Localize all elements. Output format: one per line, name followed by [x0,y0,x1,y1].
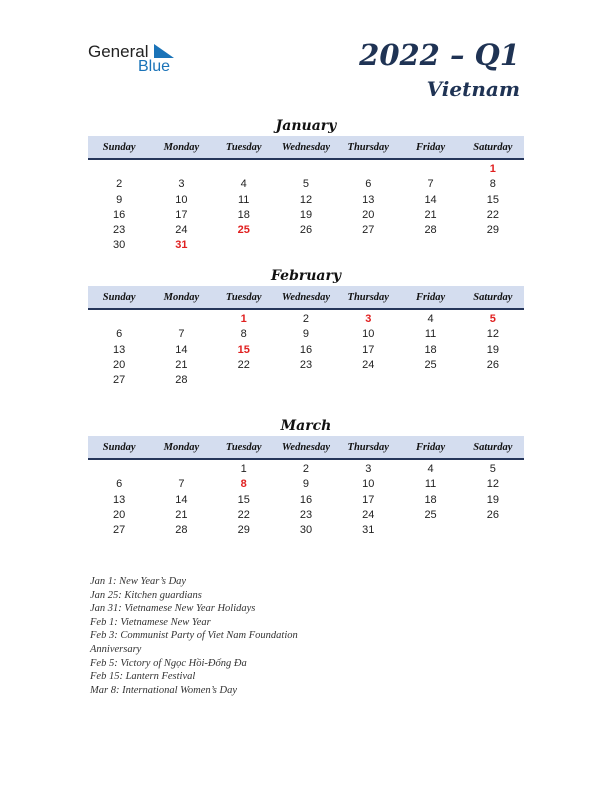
day-cell [88,162,150,177]
day-cell: 22 [237,508,250,521]
day-cell: 7 [178,328,185,341]
holiday-note: Feb 15: Lantern Festival [90,671,196,683]
day-cell: 21 [175,508,188,521]
day-cell: 25 [424,358,437,371]
weekday-label: Sunday [102,441,136,453]
day-cell: 8 [240,328,247,341]
day-cell: 25 [424,508,437,521]
day-cell: 17 [362,343,375,356]
month-calendar-february [88,267,524,388]
day-cell: 2 [116,178,123,191]
weekday-label: Friday [415,291,446,303]
day-cell: 20 [113,358,126,371]
day-cell: 4 [240,178,247,191]
day-cell: 27 [362,224,375,237]
day-grid [88,462,524,538]
day-cell [399,373,461,388]
holiday-note: Feb 1: Vietnamese New Year [90,616,211,628]
day-cell: 19 [299,208,313,221]
day-cell: 13 [113,343,126,356]
day-cell: 1 [489,163,496,175]
day-cell: 7 [178,478,185,491]
month-calendar-january [88,117,524,254]
day-cell [88,462,150,477]
day-cell [337,162,399,177]
day-cell: 28 [175,374,188,387]
day-cell: 21 [175,358,188,371]
country-name: Vietnam [426,77,520,101]
day-cell [337,373,399,388]
day-cell [213,238,275,253]
day-cell: 26 [486,508,499,521]
weekday-header [88,136,524,160]
day-cell: 16 [113,208,126,221]
weekday-label: Tuesday [225,141,262,153]
holiday-note: Jan 31: Vietnamese New Year Holidays [90,603,256,615]
day-cell: 29 [237,524,250,537]
day-cell: 1 [240,463,247,475]
day-cell: 10 [362,478,375,491]
day-cell: 17 [175,208,188,221]
holiday-note: Anniversary [90,643,142,655]
day-cell: 23 [299,508,313,521]
day-cell: 23 [299,358,313,371]
day-cell: 16 [299,343,313,356]
day-cell [399,162,461,177]
page-title: 2022 – Q1 [359,38,520,72]
day-cell: 27 [113,524,126,537]
holiday-note: Mar 8: International Women’s Day [90,684,237,696]
day-cell: 9 [302,328,310,341]
day-grid [88,162,524,254]
day-cell: 3 [178,178,185,191]
day-cell: 24 [362,508,375,521]
holiday-note: Jan 25: Kitchen guardians [90,589,202,601]
day-cell [399,238,461,253]
holiday-note: Feb 5: Victory of Ngọc Hồi-Đống Đa [90,657,247,669]
day-cell: 9 [302,478,310,491]
day-cell: 10 [362,328,375,341]
weekday-label: Monday [163,141,200,153]
day-cell: 14 [424,193,437,206]
day-cell [462,238,524,253]
day-cell: 4 [427,313,434,325]
day-cell: 12 [299,193,313,206]
day-cell: 8 [240,478,247,491]
day-cell [213,373,275,388]
weekday-label: Monday [163,441,200,453]
day-cell: 21 [424,208,437,221]
day-cell: 22 [486,208,499,221]
weekday-label: Sunday [102,141,136,153]
day-cell: 10 [175,193,188,206]
day-cell [88,312,150,327]
day-cell: 14 [175,343,188,356]
day-cell: 15 [237,493,250,506]
day-cell: 24 [362,358,375,371]
day-cell: 18 [424,493,437,506]
day-cell [275,162,337,177]
holiday-notes [90,575,530,697]
day-cell: 3 [365,313,372,325]
day-cell: 1 [240,313,247,325]
day-cell: 6 [116,478,123,491]
day-cell: 19 [486,493,499,506]
day-cell [275,373,337,388]
day-cell: 11 [424,328,437,341]
day-cell: 28 [424,224,437,237]
weekday-label: Saturday [473,441,513,453]
day-cell: 22 [237,358,250,371]
day-cell: 6 [116,328,123,341]
day-cell [150,312,212,327]
day-cell: 20 [113,508,126,521]
day-cell [150,162,212,177]
day-cell: 31 [175,239,188,252]
month-name: January [275,118,337,134]
day-cell: 15 [486,193,499,206]
weekday-header [88,436,524,460]
month-name: March [280,418,332,434]
weekday-label: Sunday [102,291,136,303]
weekday-label: Tuesday [225,291,262,303]
day-cell: 18 [424,343,437,356]
day-cell [213,162,275,177]
logo-general-text: General [88,42,149,61]
day-cell: 4 [427,463,434,475]
weekday-label: Friday [415,441,446,453]
day-cell: 8 [489,178,496,191]
day-cell: 30 [299,524,313,537]
day-cell: 30 [113,239,126,252]
day-grid [88,312,524,388]
day-cell: 6 [365,178,372,191]
day-cell: 18 [237,208,250,221]
day-cell: 28 [175,524,188,537]
month-calendar-march [88,417,524,538]
weekday-label: Thursday [347,291,389,303]
day-cell: 15 [237,343,250,356]
day-cell: 13 [362,193,375,206]
day-cell: 29 [486,224,499,237]
day-cell: 31 [362,524,375,537]
day-cell: 24 [175,224,188,237]
day-cell [150,462,212,477]
day-cell: 9 [116,193,123,206]
day-cell: 3 [365,463,372,475]
weekday-label: Monday [163,291,200,303]
day-cell [275,238,337,253]
day-cell: 26 [299,224,313,237]
weekday-label: Wednesday [281,141,331,153]
day-cell: 7 [427,178,434,191]
day-cell: 12 [486,478,499,491]
holiday-note: Feb 3: Communist Party of Viet Nam Foundation [90,630,298,642]
day-cell: 23 [113,224,126,237]
weekday-label: Wednesday [281,441,331,453]
day-cell [337,238,399,253]
day-cell: 19 [486,343,499,356]
day-cell: 13 [113,493,126,506]
day-cell: 16 [299,493,313,506]
weekday-label: Tuesday [225,441,262,453]
weekday-label: Thursday [347,141,389,153]
logo-blue-text: Blue [138,58,171,75]
day-cell: 5 [302,178,310,191]
day-cell [462,373,524,388]
day-cell: 25 [237,224,250,237]
weekday-label: Thursday [347,441,389,453]
weekday-label: Saturday [473,291,513,303]
weekday-label: Friday [415,141,446,153]
day-cell: 2 [302,313,310,325]
day-cell [399,523,461,538]
month-name: February [270,268,341,284]
day-cell: 11 [424,478,437,491]
day-cell: 12 [486,328,499,341]
day-cell: 20 [362,208,375,221]
day-cell: 14 [175,493,188,506]
weekday-label: Saturday [473,141,513,153]
weekday-label: Wednesday [281,291,331,303]
day-cell: 26 [486,358,499,371]
day-cell: 11 [237,193,250,206]
day-cell: 2 [302,463,310,475]
day-cell: 17 [362,493,375,506]
holiday-note: Jan 1: New Year’s Day [90,576,187,587]
weekday-header [88,286,524,310]
generalblue-logo [88,40,188,76]
day-cell: 27 [113,374,126,387]
day-cell [462,523,524,538]
day-cell: 5 [489,313,496,325]
day-cell: 5 [489,463,496,475]
